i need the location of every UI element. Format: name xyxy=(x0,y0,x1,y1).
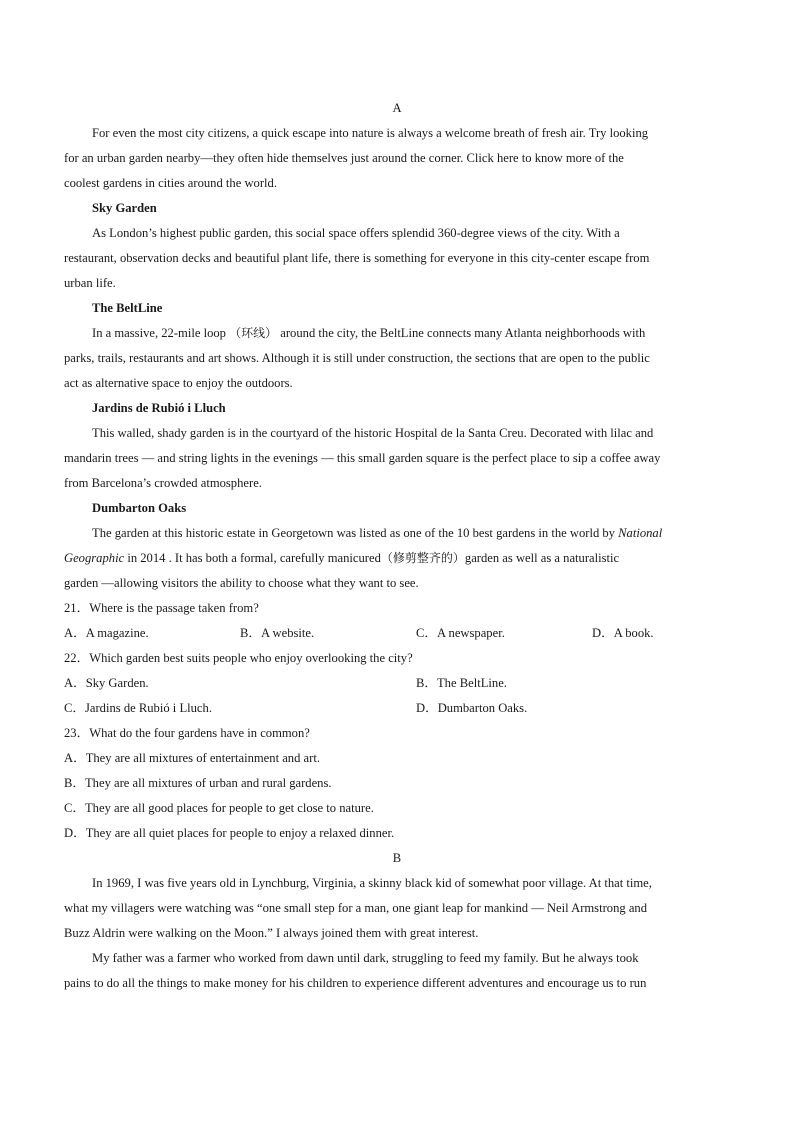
paragraph-line: parks, trails, restaurants and art shows. Although it is still under construction, the sections that are open to the public xyxy=(64,351,650,365)
paragraph-line: Buzz Aldrin were walking on the Moon.” I always joined them with great interest. xyxy=(64,926,479,940)
answer-option[interactable]: B．They are all mixtures of urban and rural gardens. xyxy=(64,776,332,790)
paragraph-line: from Barcelona’s crowded atmosphere. xyxy=(64,476,262,490)
paragraph-line xyxy=(64,321,730,346)
answer-option[interactable]: C．Jardins de Rubió i Lluch. xyxy=(64,701,212,715)
question-stem: 23．What do the four gardens have in common? xyxy=(64,726,310,740)
paragraph-line: mandarin trees — and string lights in the evenings — this small garden square is the perfect place to sip a coffee away xyxy=(64,451,661,465)
text-span: garden as well as a naturalistic xyxy=(464,551,620,565)
paragraph-line: My father was a farmer who worked from dawn until dark, struggling to feed my family. But he always took xyxy=(92,951,639,965)
option-row xyxy=(64,621,730,646)
paragraph-line xyxy=(64,546,730,571)
answer-option[interactable]: D．They are all quiet places for people to enjoy a relaxed dinner. xyxy=(64,826,395,840)
paragraph-line: restaurant, observation decks and beautiful plant life, there is something for everyone in this city-center escape from xyxy=(64,251,650,265)
answer-option[interactable]: D．Dumbarton Oaks. xyxy=(416,701,528,715)
answer-option[interactable]: D．A book. xyxy=(592,626,654,640)
answer-option[interactable]: B．The BeltLine. xyxy=(416,676,507,690)
paragraph-line: As London’s highest public garden, this social space offers splendid 360-degree views of the city. With a xyxy=(92,226,620,240)
garden-title-beltline: The BeltLine xyxy=(92,301,163,315)
answer-option[interactable]: A．A magazine. xyxy=(64,626,149,640)
text-span: in 2014 . It has both a formal, carefully manicured xyxy=(124,551,381,565)
section-a-heading: A xyxy=(392,101,402,115)
paragraph-line: This walled, shady garden is in the courtyard of the historic Hospital de la Santa Creu. Decorated with lilac and xyxy=(92,426,654,440)
section-b-heading: B xyxy=(392,851,402,865)
paragraph-line: garden —allowing visitors the ability to choose what they want to see. xyxy=(64,576,419,590)
paragraph-line: In 1969, I was five years old in Lynchburg, Virginia, a skinny black kid of somewhat poor village. At that time, xyxy=(92,876,652,890)
paragraph-line xyxy=(64,521,730,546)
text-span: around the city, the BeltLine connects many Atlanta neighborhoods with xyxy=(277,326,646,340)
garden-title-sky-garden: Sky Garden xyxy=(92,201,157,215)
text-span: In a massive, 22-mile loop xyxy=(92,326,230,340)
chinese-gloss: （环线） xyxy=(229,326,278,340)
italic-span: National xyxy=(618,526,663,540)
option-row xyxy=(64,696,730,721)
page-content xyxy=(64,96,730,996)
italic-span: Geographic xyxy=(64,551,125,565)
answer-option[interactable]: C．They are all good places for people to get close to nature. xyxy=(64,801,374,815)
paragraph-line: act as alternative space to enjoy the outdoors. xyxy=(64,376,293,390)
option-row xyxy=(64,671,730,696)
answer-option[interactable]: B．A website. xyxy=(240,626,315,640)
question-stem: 21．Where is the passage taken from? xyxy=(64,601,259,615)
intro-line: for an urban garden nearby—they often hide themselves just around the corner. Click here to know more of the xyxy=(64,151,624,165)
answer-option[interactable]: C．A newspaper. xyxy=(416,626,505,640)
paragraph-line: what my villagers were watching was “one small step for a man, one giant leap for mankind — Neil Armstrong and xyxy=(64,901,648,915)
answer-option[interactable]: A．They are all mixtures of entertainment and art. xyxy=(64,751,320,765)
chinese-gloss: （修剪整齐的） xyxy=(380,551,465,565)
garden-title-jardins: Jardins de Rubió i Lluch xyxy=(92,401,226,415)
question-stem: 22．Which garden best suits people who enjoy overlooking the city? xyxy=(64,651,413,665)
intro-line: For even the most city citizens, a quick escape into nature is always a welcome breath of fresh air. Try looking xyxy=(92,126,649,140)
paragraph-line: pains to do all the things to make money for his children to experience different adventures and encourage us to run xyxy=(64,976,647,990)
intro-line: coolest gardens in cities around the world. xyxy=(64,176,277,190)
paragraph-line: urban life. xyxy=(64,276,116,290)
garden-title-dumbarton-oaks: Dumbarton Oaks xyxy=(92,501,187,515)
text-span: The garden at this historic estate in Georgetown was listed as one of the 10 best gardens in the world by xyxy=(92,526,619,540)
answer-option[interactable]: A．Sky Garden. xyxy=(64,676,149,690)
